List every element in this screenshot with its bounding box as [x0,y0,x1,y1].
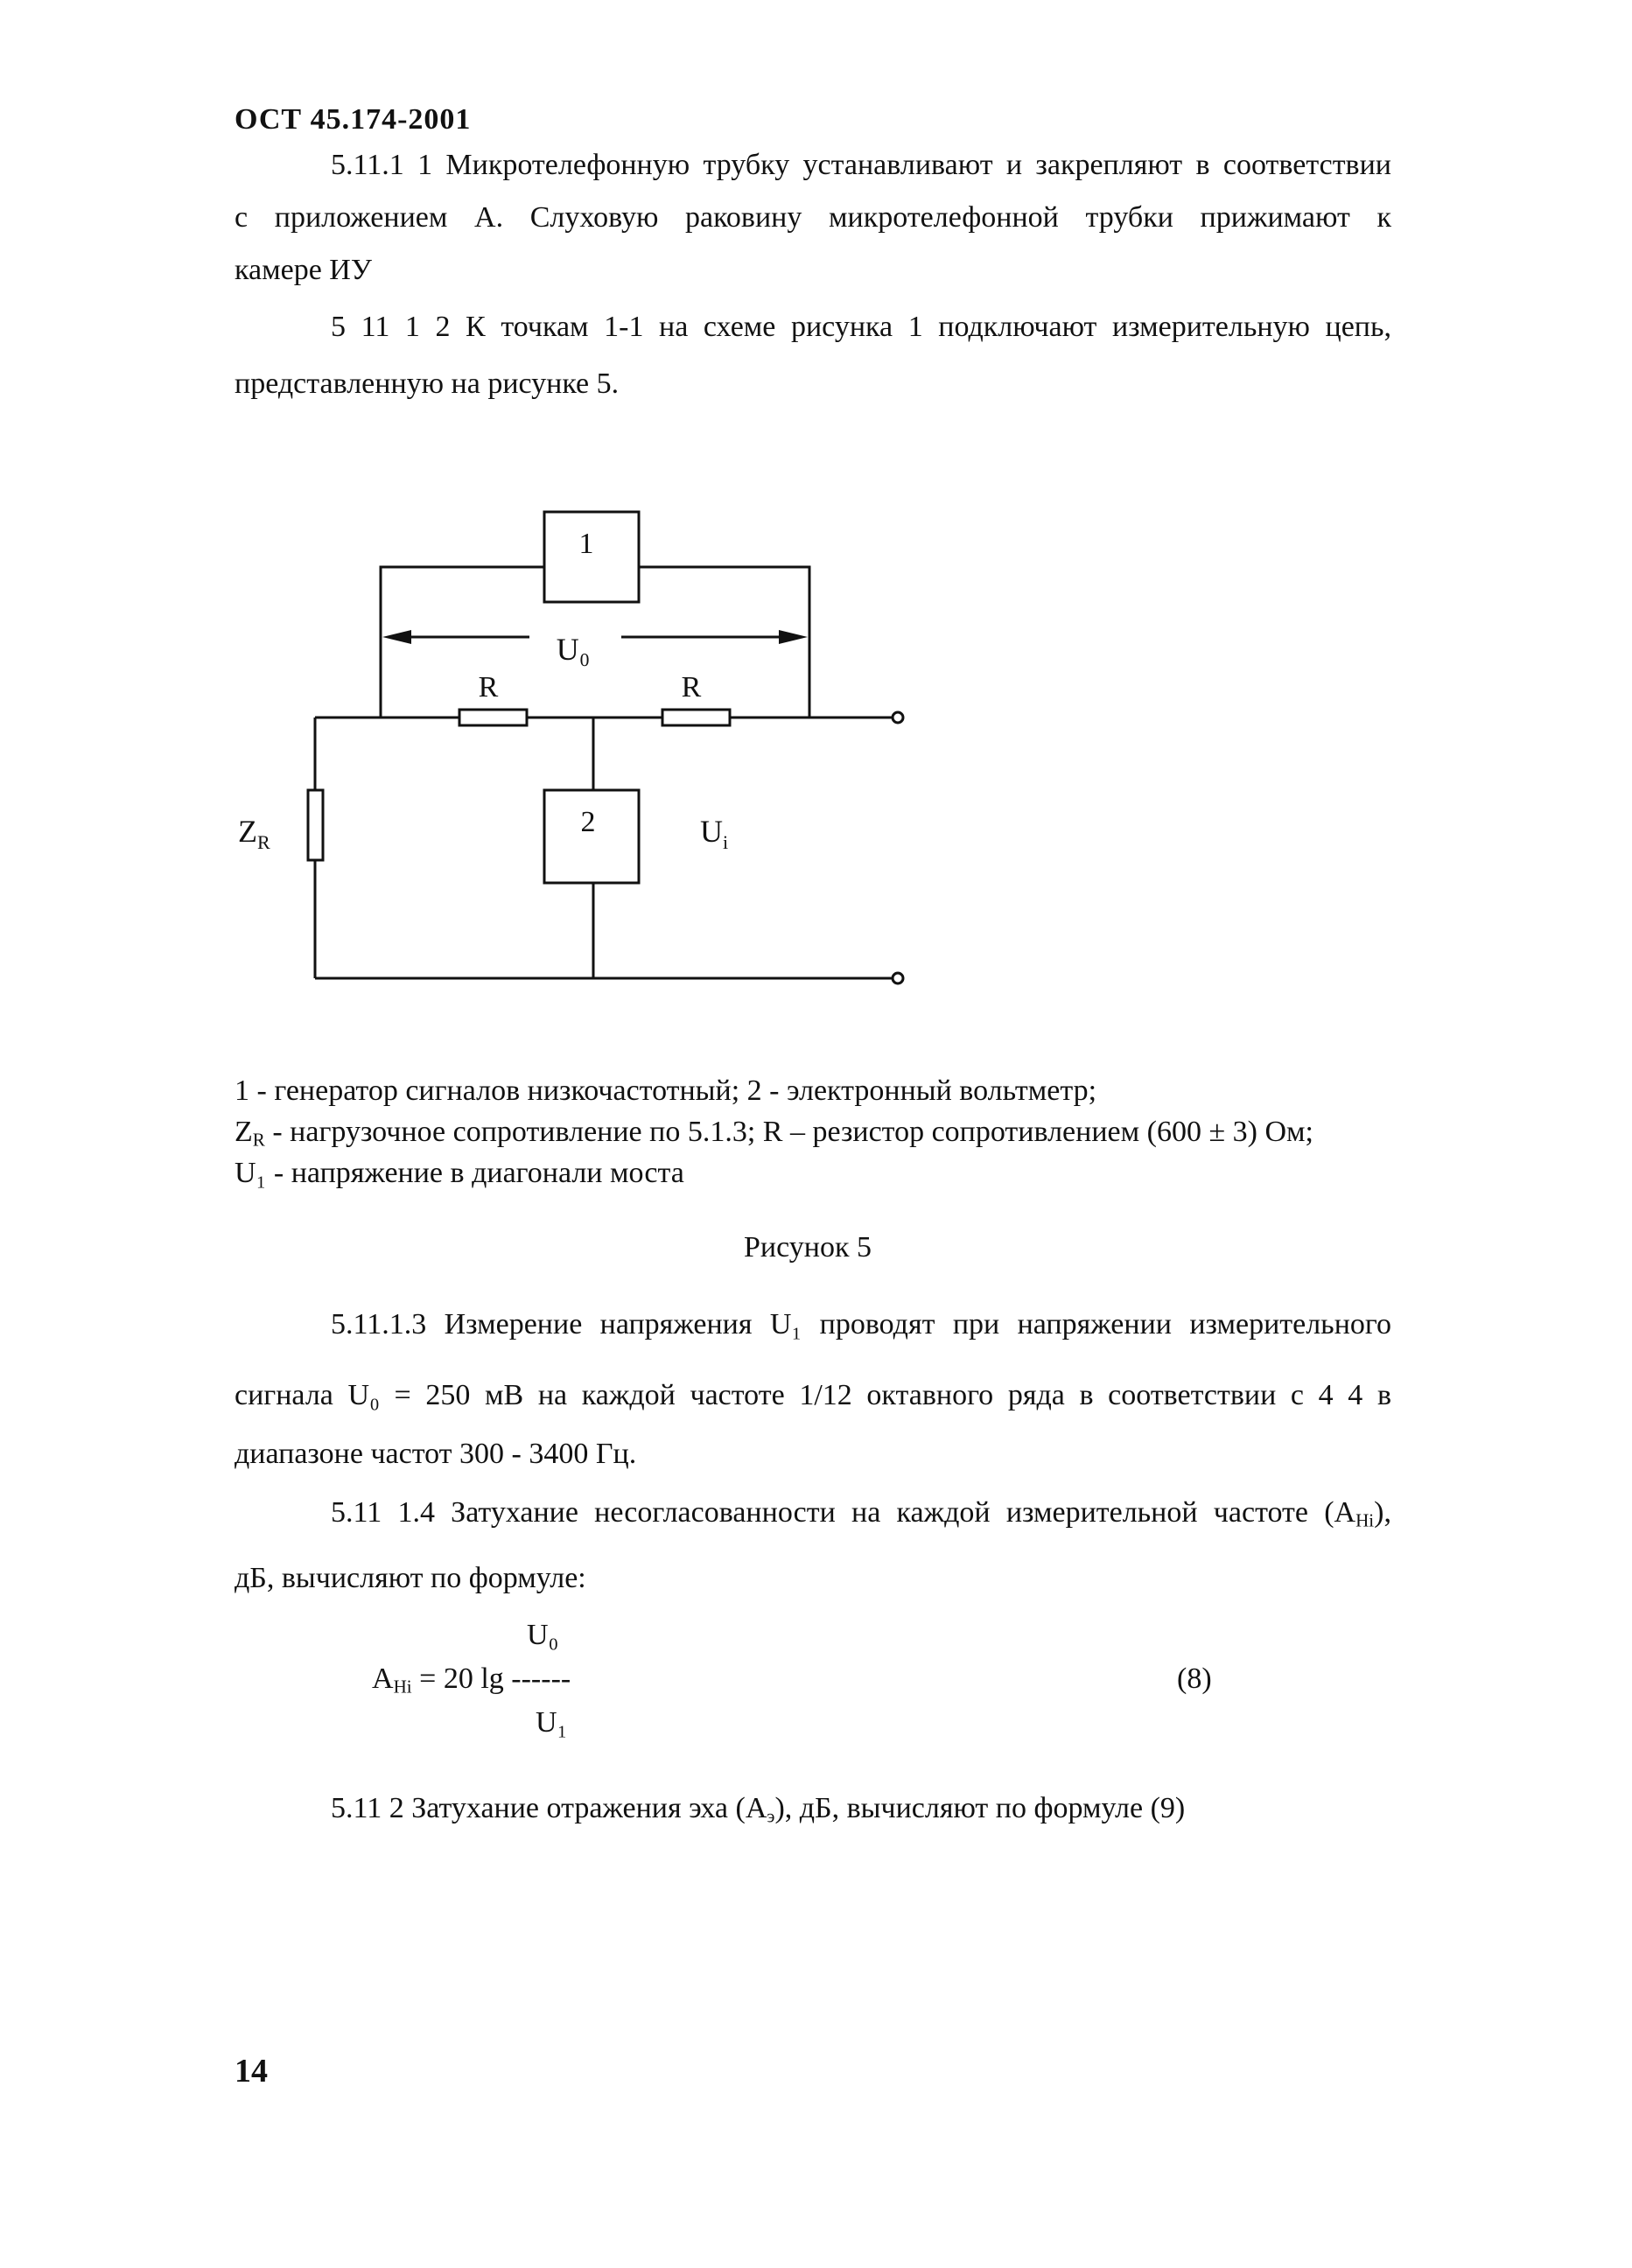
u0-arrow-head-left [382,630,411,644]
figure-caption: Рисунок 5 [744,1231,872,1264]
formula-number: (8) [1177,1662,1212,1695]
formula-denominator: U₁ [536,1706,568,1739]
legend-line-1: 1 - генератор сигналов низкочастотный; 2 - электронный вольтметр; [235,1074,1097,1107]
ui-label: $U_i$ [700,814,729,853]
paragraph-5-11-1-4-line-2: дБ, вычисляют по формуле: [235,1562,586,1594]
paragraph-5-11-1-3-line-1: 5.11.1.3 Измерение напряжения U₁ проводят при напряжении измерительного [331,1308,1391,1340]
resistor-left-label: R [478,671,499,704]
resistor-r-right [662,710,730,725]
terminal-bottom [893,973,903,984]
document-code: ОСТ 45.174-2001 [235,103,472,136]
u0-arrow-head-right [779,630,808,644]
paragraph-5-11-1-1-line-2: с приложением А. Слуховую раковину микротелефонной трубки прижимают к [235,201,1391,234]
zr-label: $Z_R$ [238,814,270,853]
resistor-r-left [459,710,527,725]
box-2-label: 2 [580,806,596,838]
paragraph-5-11-2: 5.11 2 Затухание отражения эха $(А_э)$, дБ, вычисляют по формуле (9) [331,1792,1186,1827]
paragraph-5-11-1-3-line-2: сигнала U₀ = 250 мВ на каждой частоте 1/12 октавного ряда в соответствии с 4 4 в [235,1379,1391,1411]
legend-line-3: U₁ - напряжение в диагонали моста [235,1157,684,1189]
paragraph-5-11-1-2-line-1: 5 11 1 2 К точкам 1-1 на схеме рисунка 1 подключают измерительную цепь, [331,311,1391,343]
u0-label: U₀ [556,632,591,667]
resistor-right-label: R [681,671,702,704]
paragraph-5-11-1-1-line-3: камере ИУ [235,254,372,286]
paragraph-5-11-1-2-line-2: представленную на рисунке 5. [235,368,620,400]
paragraph-5-11-1-3-line-3: диапазоне частот 300 - 3400 Гц. [235,1438,637,1470]
paragraph-5-11-1-4-line-1: 5.11 1.4 Затухание несогласованности на каждой измерительной частоте $(А_{Hi})$, [331,1496,1391,1531]
page-number: 14 [235,2053,268,2090]
formula-body: $A_{Hi} = 20$ lg ------ [372,1662,571,1698]
impedance-zr [308,790,323,860]
circuit-diagram [0,0,1632,1094]
terminal-top [893,712,903,723]
paragraph-5-11-1-1-line-1: 5.11.1 1 Микротелефонную трубку устанавливают и закрепляют в соответствии [331,149,1391,181]
formula-numerator: U₀ [527,1619,559,1651]
legend-line-2: $Z_R$ - нагрузочное сопротивление по 5.1.3; R – резистор сопротивлением (600 ± 3) Ом; [235,1116,1313,1151]
box-1-label: 1 [578,528,594,560]
